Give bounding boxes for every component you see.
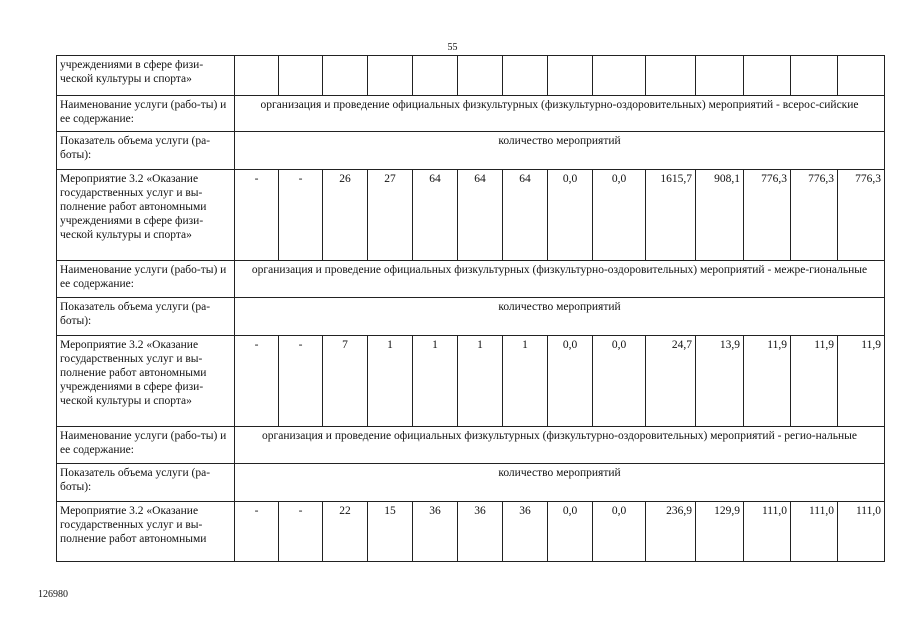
value-cell: 11,9 xyxy=(791,336,838,427)
value-cell: 111,0 xyxy=(744,502,791,562)
row-description: организация и проведение официальных физкультурных (физкультурно-оздоровительных) мероприятий - межре-гиональные xyxy=(235,261,885,298)
value-cell: 1 xyxy=(368,336,413,427)
value-cell xyxy=(791,56,838,96)
value-cell: 64 xyxy=(503,170,548,261)
row-label: учреждениями в сфере физи-ческой культуры и спорта» xyxy=(57,56,235,96)
value-cell: 27 xyxy=(368,170,413,261)
value-cell: 36 xyxy=(458,502,503,562)
service-info-row xyxy=(57,261,885,298)
value-cell: 26 xyxy=(323,170,368,261)
value-cell: 111,0 xyxy=(838,502,885,562)
measure-row xyxy=(57,502,885,562)
value-cell xyxy=(593,56,646,96)
value-cell xyxy=(458,56,503,96)
value-cell: 129,9 xyxy=(696,502,744,562)
value-cell xyxy=(548,56,593,96)
value-cell xyxy=(838,56,885,96)
value-cell: 776,3 xyxy=(791,170,838,261)
service-info-row xyxy=(57,96,885,132)
value-cell xyxy=(503,56,548,96)
row-description: количество мероприятий xyxy=(235,298,885,336)
value-cell: - xyxy=(279,170,323,261)
document-id: 126980 xyxy=(38,589,68,600)
value-cell: 776,3 xyxy=(744,170,791,261)
row-label: Наименование услуги (рабо-ты) и ее содержание: xyxy=(57,261,235,298)
value-cell: 11,9 xyxy=(744,336,791,427)
measure-row xyxy=(57,56,885,96)
row-description: организация и проведение официальных физкультурных (физкультурно-оздоровительных) мероприятий - регио-нальные xyxy=(235,427,885,464)
row-description: количество мероприятий xyxy=(235,132,885,170)
value-cell xyxy=(235,56,279,96)
value-cell: 1 xyxy=(458,336,503,427)
value-cell: 0,0 xyxy=(593,336,646,427)
value-cell xyxy=(368,56,413,96)
value-cell: 11,9 xyxy=(838,336,885,427)
service-info-row xyxy=(57,427,885,464)
value-cell xyxy=(646,56,696,96)
value-cell: 36 xyxy=(503,502,548,562)
value-cell: - xyxy=(235,170,279,261)
service-info-row xyxy=(57,132,885,170)
value-cell: 111,0 xyxy=(791,502,838,562)
measure-row xyxy=(57,170,885,261)
value-cell: 0,0 xyxy=(548,336,593,427)
value-cell: 776,3 xyxy=(838,170,885,261)
value-cell: 64 xyxy=(458,170,503,261)
value-cell: 13,9 xyxy=(696,336,744,427)
value-cell: 22 xyxy=(323,502,368,562)
value-cell: 1615,7 xyxy=(646,170,696,261)
value-cell: - xyxy=(279,336,323,427)
row-label: Мероприятие 3.2 «Оказание государственных услуг и вы-полнение работ автономными учреждениями в сфере физи-ческой культуры и спорта» xyxy=(57,336,235,427)
service-info-row xyxy=(57,298,885,336)
value-cell: - xyxy=(279,502,323,562)
value-cell: 0,0 xyxy=(548,502,593,562)
row-label: Наименование услуги (рабо-ты) и ее содержание: xyxy=(57,96,235,132)
value-cell: 908,1 xyxy=(696,170,744,261)
value-cell xyxy=(413,56,458,96)
value-cell xyxy=(696,56,744,96)
value-cell: 1 xyxy=(413,336,458,427)
services-table xyxy=(56,55,885,562)
value-cell: 1 xyxy=(503,336,548,427)
value-cell: 7 xyxy=(323,336,368,427)
value-cell xyxy=(279,56,323,96)
value-cell: 236,9 xyxy=(646,502,696,562)
value-cell: - xyxy=(235,502,279,562)
row-label: Мероприятие 3.2 «Оказание государственных услуг и вы-полнение работ автономными xyxy=(57,502,235,562)
row-label: Показатель объема услуги (ра-боты): xyxy=(57,132,235,170)
value-cell: 0,0 xyxy=(548,170,593,261)
row-label: Мероприятие 3.2 «Оказание государственных услуг и вы-полнение работ автономными учреждениями в сфере физи-ческой культуры и спорта» xyxy=(57,170,235,261)
value-cell: 0,0 xyxy=(593,502,646,562)
value-cell: 0,0 xyxy=(593,170,646,261)
page-number: 55 xyxy=(447,42,458,53)
value-cell: 24,7 xyxy=(646,336,696,427)
value-cell: 15 xyxy=(368,502,413,562)
value-cell: 64 xyxy=(413,170,458,261)
value-cell xyxy=(744,56,791,96)
row-label: Наименование услуги (рабо-ты) и ее содержание: xyxy=(57,427,235,464)
row-description: количество мероприятий xyxy=(235,464,885,502)
row-description: организация и проведение официальных физкультурных (физкультурно-оздоровительных) мероприятий - всерос-сийские xyxy=(235,96,885,132)
row-label: Показатель объема услуги (ра-боты): xyxy=(57,298,235,336)
value-cell: 36 xyxy=(413,502,458,562)
measure-row xyxy=(57,336,885,427)
value-cell: - xyxy=(235,336,279,427)
value-cell xyxy=(323,56,368,96)
row-label: Показатель объема услуги (ра-боты): xyxy=(57,464,235,502)
service-info-row xyxy=(57,464,885,502)
